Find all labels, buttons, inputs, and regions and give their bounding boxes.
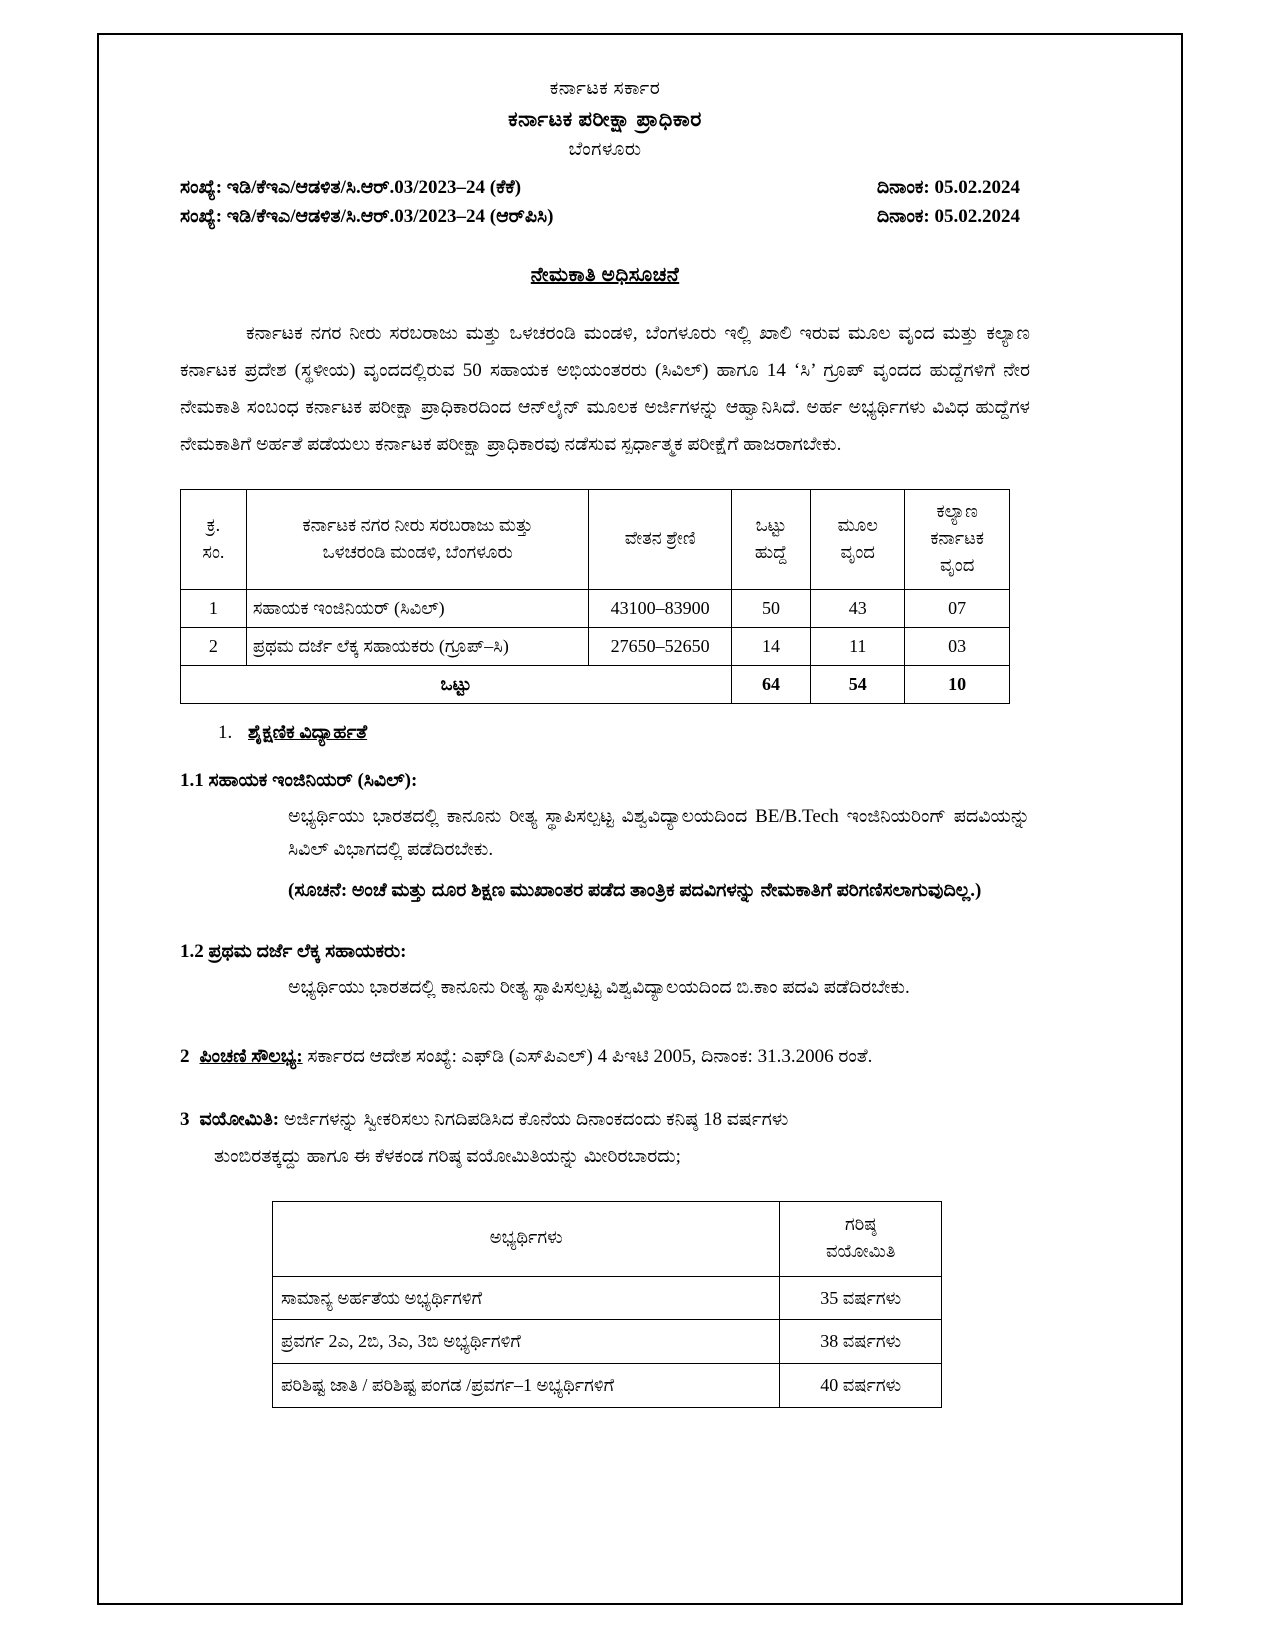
spacer	[180, 915, 1030, 941]
cell-kk-cadre: 07	[905, 590, 1010, 628]
column-header-kalyana-karnataka	[905, 490, 1010, 590]
column-header-candidate-category: ಅಭ್ಯರ್ಥಿಗಳು	[273, 1201, 780, 1276]
column-header-post-line2: ಒಳಚರಂಡಿ ಮಂಡಳಿ, ಬೆಂಗಳೂರು	[322, 541, 513, 562]
section-1-heading: ಶೈಕ್ಷಣಿಕ ವಿದ್ಯಾರ್ಹತೆ	[248, 721, 368, 743]
reference-number-2: ಸಂಖ್ಯೆ: ಇಡಿ/ಕೆಇಎ/ಆಡಳಿತ/ಸಿ.ಆರ್.03/2023–24 (ಆರ್‌ಪಿಸಿ)	[180, 206, 554, 227]
cell-total-label: ಒಟ್ಟು	[181, 665, 732, 703]
cell-max-age: 40 ವರ್ಷಗಳು	[780, 1363, 942, 1407]
cell-max-age: 35 ವರ್ಷಗಳು	[780, 1276, 942, 1320]
cell-total-sum: 64	[731, 665, 810, 703]
cell-max-age: 38 ವರ್ಷಗಳು	[780, 1320, 942, 1364]
section-1-2-body: ಅಭ್ಯರ್ಥಿಯು ಭಾರತದಲ್ಲಿ ಕಾನೂನು ರೀತ್ಯ ಸ್ಥಾಪಿಸಲ್ಪಟ್ಟ ವಿಶ್ವವಿದ್ಯಾಲಯದಿಂದ ಬಿ.ಕಾಂ ಪದವಿ ಪಡೆದಿರಬೇಕು.	[288, 977, 910, 999]
reference-date-2: ದಿನಾಂಕ: 05.02.2024	[876, 206, 1020, 227]
cell-category: ಪ್ರವರ್ಗ 2ಎ, 2ಬಿ, 3ಎ, 3ಬಿ ಅಭ್ಯರ್ಥಿಗಳಿಗೆ	[273, 1320, 780, 1364]
column-header-post	[246, 490, 589, 590]
spacer	[180, 1013, 1030, 1039]
column-header-total-posts-line1: ಒಟ್ಟು	[755, 514, 787, 535]
authority-name: ಕರ್ನಾಟಕ ಪರೀಕ್ಷಾ ಪ್ರಾಧಿಕಾರ	[508, 107, 702, 131]
posts-table-header-row	[181, 490, 1010, 590]
cell-base-sum: 54	[811, 665, 905, 703]
reference-row-1	[180, 177, 1030, 199]
cell-total-posts: 14	[731, 627, 810, 665]
cell-category: ಪರಿಶಿಷ್ಟ ಜಾತಿ / ಪರಿಶಿಷ್ಟ ಪಂಗಡ /ಪ್ರವರ್ಗ–1 ಅಭ್ಯರ್ಥಿಗಳಿಗೆ	[273, 1363, 780, 1407]
section-1-1-body: ಅಭ್ಯರ್ಥಿಯು ಭಾರತದಲ್ಲಿ ಕಾನೂನು ರೀತ್ಯ ಸ್ಥಾಪಿಸಲ್ಪಟ್ಟ ವಿಶ್ವವಿದ್ಯಾಲಯದಿಂದ BE/B.Tech ಇಂಜಿನಿಯರಿಂಗ್ ಪದವಿಯನ್ನು ಸಿವಿಲ್ ವಿಭಾಗದಲ್ಲಿ ಪಡೆದಿರಬೇಕು.	[288, 805, 1030, 860]
column-header-sl-no-line2: ಸಂ.	[202, 541, 225, 562]
cell-base-cadre: 43	[811, 590, 905, 628]
cell-pay-scale: 27650–52650	[589, 627, 731, 665]
section-2-body: ಸರ್ಕಾರದ ಆದೇಶ ಸಂಖ್ಯೆ: ಎಫ್‌ಡಿ (ಎಸ್‌ಪಿಎಲ್) 4 ಪಿಇಟಿ 2005, ದಿನಾಂಕ: 31.3.2006 ರಂತೆ.	[307, 1045, 873, 1067]
document-content	[180, 78, 1030, 1408]
section-1-number: 1.	[218, 721, 233, 743]
column-header-max-age	[780, 1201, 942, 1276]
table-row	[181, 590, 1010, 628]
cell-sl-no: 2	[181, 627, 247, 665]
table-row	[273, 1320, 942, 1364]
cell-sl-no: 1	[181, 590, 247, 628]
reference-row-2	[180, 206, 1030, 228]
column-header-sl-no	[181, 490, 247, 590]
column-header-kk-line1: ಕಲ್ಯಾಣ	[936, 501, 978, 522]
cell-kk-sum: 10	[905, 665, 1010, 703]
section-3-number: 3	[180, 1108, 190, 1130]
column-header-max-age-line2: ವಯೋಮಿತಿ	[825, 1240, 896, 1261]
page-title: ನೇಮಕಾತಿ ಅಧಿಸೂಚನೆ	[530, 264, 680, 286]
table-total-row	[181, 665, 1010, 703]
column-header-pay-scale: ವೇತನ ಶ್ರೇಣಿ	[589, 490, 731, 590]
section-2	[180, 1039, 1030, 1075]
cell-pay-scale: 43100–83900	[589, 590, 731, 628]
age-table-header-row	[273, 1201, 942, 1276]
cell-category: ಸಾಮಾನ್ಯ ಅರ್ಹತೆಯ ಅಭ್ಯರ್ಥಿಗಳಿಗೆ	[273, 1276, 780, 1320]
section-1-2-heading: 1.2 ಪ್ರಥಮ ದರ್ಜೆ ಲೆಕ್ಕ ಸಹಾಯಕರು:	[180, 941, 407, 963]
section-1	[180, 722, 1030, 744]
column-header-sl-no-line1: ಕ್ರ.	[206, 514, 221, 535]
column-header-total-posts-line2: ಹುದ್ದೆ	[754, 541, 788, 562]
reference-date-1: ದಿನಾಂಕ: 05.02.2024	[876, 177, 1020, 198]
section-2-label: ಪಿಂಚಣಿ ಸೌಲಭ್ಯ:	[199, 1045, 303, 1067]
table-row	[273, 1363, 942, 1407]
column-header-base-cadre-line1: ಮೂಲ	[837, 514, 878, 535]
section-3	[180, 1101, 1030, 1175]
cell-post-name: ಪ್ರಥಮ ದರ್ಜೆ ಲೆಕ್ಕ ಸಹಾಯಕರು (ಗ್ರೂಪ್–ಸಿ)	[246, 627, 589, 665]
column-header-base-cadre-line2: ವೃಂದ	[840, 541, 875, 562]
section-2-number: 2	[180, 1045, 190, 1067]
column-header-total-posts	[731, 490, 810, 590]
table-row	[273, 1276, 942, 1320]
government-name: ಕರ್ನಾಟಕ ಸರ್ಕಾರ	[549, 78, 661, 99]
section-3-body-line1: ಅರ್ಜಿಗಳನ್ನು ಸ್ವೀಕರಿಸಲು ನಿಗದಿಪಡಿಸಿದ ಕೊನೆಯ ದಿನಾಂಕದಂದು ಕನಿಷ್ಠ 18 ವರ್ಷಗಳು	[283, 1108, 789, 1130]
intro-paragraph: ಕರ್ನಾಟಕ ನಗರ ನೀರು ಸರಬರಾಜು ಮತ್ತು ಒಳಚರಂಡಿ ಮಂಡಳಿ, ಬೆಂಗಳೂರು ಇಲ್ಲಿ ಖಾಲಿ ಇರುವ ಮೂಲ ವೃಂದ ಮತ್ತು ಕಲ್ಯಾಣ ಕರ್ನಾಟಕ ಪ್ರದೇಶ (ಸ್ಥಳೀಯ) ವೃಂದದಲ್ಲಿರುವ 50 ಸಹಾಯಕ ಅಭಿಯಂತರರು (ಸಿವಿಲ್) ಹಾಗೂ 14 ‘ಸಿ’ ಗ್ರೂಪ್ ವೃಂದದ ಹುದ್ದೆಗಳಿಗೆ ನೇರ ನೇಮಕಾತಿ ಸಂಬಂಧ ಕರ್ನಾಟಕ ಪರೀಕ್ಷಾ ಪ್ರಾಧಿಕಾರದಿಂದ ಆನ್‌ಲೈನ್ ಮೂಲಕ ಅರ್ಜಿಗಳನ್ನು ಆಹ್ವಾನಿಸಿದೆ. ಅರ್ಹ ಅಭ್ಯರ್ಥಿಗಳು ವಿವಿಧ ಹುದ್ದೆಗಳ ನೇಮಕಾತಿಗೆ ಅರ್ಹತೆ ಪಡೆಯಲು ಕರ್ನಾಟಕ ಪರೀಕ್ಷಾ ಪ್ರಾಧಿಕಾರವು ನಡೆಸುವ ಸ್ಪರ್ಧಾತ್ಮಕ ಪರೀಕ್ಷೆಗೆ ಹಾಜರಾಗಬೇಕು.	[180, 323, 1030, 456]
authority-city: ಬೆಂಗಳೂರು	[568, 139, 642, 160]
reference-number-1: ಸಂಖ್ಯೆ: ಇಡಿ/ಕೆಇಎ/ಆಡಳಿತ/ಸಿ.ಆರ್.03/2023–24 (ಕೆಕೆ)	[180, 177, 522, 198]
cell-total-posts: 50	[731, 590, 810, 628]
cell-base-cadre: 11	[811, 627, 905, 665]
section-3-body-line2: ತುಂಬಿರತಕ್ಕದ್ದು ಹಾಗೂ ಈ ಕೆಳಕಂಡ ಗರಿಷ್ಠ ವಯೋಮಿತಿಯನ್ನು ಮೀರಿರಬಾರದು;	[214, 1145, 681, 1167]
column-header-kk-line3: ವೃಂದ	[939, 555, 975, 576]
section-1-1-note: (ಸೂಚನೆ: ಅಂಚೆ ಮತ್ತು ದೂರ ಶಿಕ್ಷಣ ಮುಖಾಂತರ ಪಡೆದ ತಾಂತ್ರಿಕ ಪದವಿಗಳನ್ನು ನೇಮಕಾತಿಗೆ ಪರಿಗಣಿಸಲಾಗುವುದಿಲ್ಲ.)	[288, 880, 982, 902]
table-row	[181, 627, 1010, 665]
column-header-base-cadre	[811, 490, 905, 590]
age-limit-table	[272, 1201, 942, 1408]
column-header-max-age-line1: ಗರಿಷ್ಠ	[844, 1213, 877, 1234]
cell-kk-cadre: 03	[905, 627, 1010, 665]
posts-table	[180, 489, 1010, 703]
column-header-kk-line2: ಕರ್ನಾಟಕ	[930, 528, 984, 549]
section-3-label: ವಯೋಮಿತಿ:	[199, 1108, 280, 1130]
column-header-post-line1: ಕರ್ನಾಟಕ ನಗರ ನೀರು ಸರಬರಾಜು ಮತ್ತು	[302, 514, 533, 535]
cell-post-name: ಸಹಾಯಕ ಇಂಜಿನಿಯರ್ (ಸಿವಿಲ್)	[246, 590, 589, 628]
section-1-1-heading: 1.1 ಸಹಾಯಕ ಇಂಜಿನಿಯರ್ (ಸಿವಿಲ್):	[180, 769, 418, 791]
